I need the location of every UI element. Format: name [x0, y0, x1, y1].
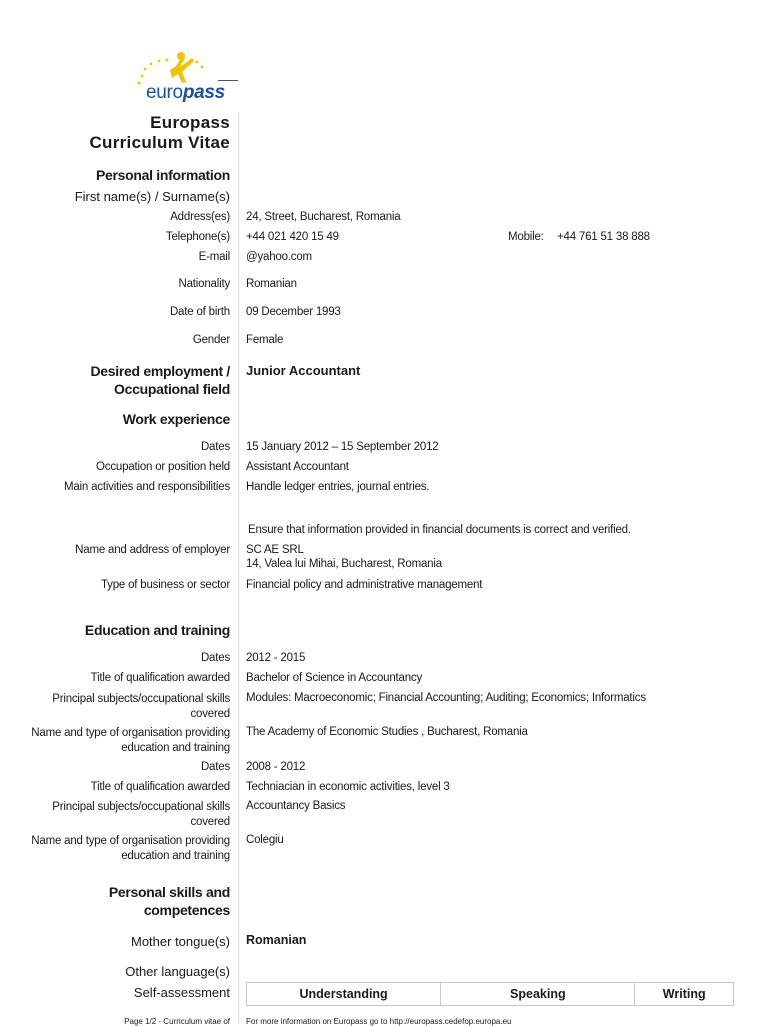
employer-address: 14, Valea lui Mihai, Bucharest, Romania: [246, 558, 442, 570]
edu-subjects-label: Principal subjects/occupational skills covered: [52, 693, 230, 720]
table-header-understanding: Understanding: [247, 983, 441, 1005]
activity-item: Ensure that information provided in financial documents is correct and verified.: [248, 524, 631, 536]
nationality-value: Romanian: [246, 278, 297, 290]
activities-label: Main activities and responsibilities: [63, 481, 230, 493]
work-dates-label: Dates: [200, 441, 230, 453]
edu-dates-value: 2008 - 2012: [246, 761, 306, 773]
column-divider: [238, 112, 239, 1024]
edu-qual-value: Techniacian in economic activities, level 3: [246, 781, 450, 793]
edu-org-label: Name and type of organisation providing education and training: [31, 727, 230, 754]
mother-tongue-label: Mother tongue(s): [131, 934, 230, 949]
table-header-speaking: Speaking: [441, 983, 635, 1005]
footer-page-info: Page 1/2 - Curriculum vitae of: [124, 1017, 230, 1026]
personal-info-heading: Personal information: [95, 167, 230, 183]
address-label: Address(es): [170, 211, 230, 223]
edu-qual-label: Title of qualification awarded: [90, 781, 230, 793]
self-assessment-label: Self-assessment: [133, 985, 230, 1000]
work-experience-heading: Work experience: [122, 411, 230, 427]
business-value: Financial policy and administrative management: [246, 579, 483, 591]
gender-label: Gender: [192, 334, 230, 346]
dob-label: Date of birth: [169, 306, 230, 318]
desired-employment-value: Junior Accountant: [246, 363, 361, 378]
edu-subjects-value: Modules: Macroeconomic; Financial Accounting; Auditing; Economics; Informatics: [246, 692, 646, 704]
work-dates-value: 15 January 2012 – 15 September 2012: [246, 441, 439, 453]
edu-dates-value: 2012 - 2015: [246, 652, 306, 664]
dob-value: 09 December 1993: [246, 306, 341, 318]
name-label: First name(s) / Surname(s): [74, 189, 230, 204]
table-header-writing: Writing: [662, 987, 706, 1001]
employer-name: SC AE SRL: [246, 544, 304, 556]
europass-wordmark: europass: [146, 82, 225, 103]
cv-title-line1: Europass: [150, 113, 230, 132]
mother-tongue-value: Romanian: [246, 933, 307, 947]
address-value: 24, Street, Bucharest, Romania: [246, 211, 401, 223]
telephone-label: Telephone(s): [165, 231, 230, 243]
edu-qual-value: Bachelor of Science in Accountancy: [246, 672, 423, 684]
cv-title-line2: Curriculum Vitae: [89, 133, 230, 152]
europass-logo: [130, 52, 242, 110]
business-label: Type of business or sector: [100, 579, 230, 591]
mobile-value: +44 761 51 38 888: [557, 231, 650, 243]
self-assessment-table: [246, 982, 734, 1006]
edu-org-value: The Academy of Economic Studies , Bucharest, Romania: [246, 726, 528, 738]
edu-dates-label: Dates: [200, 652, 230, 664]
education-heading: Education and training: [84, 622, 230, 638]
edu-subjects-label: Principal subjects/occupational skills covered: [52, 801, 230, 828]
footer-europass-link[interactable]: For more information on Europass go to http://europass.cedefop.europa.eu: [246, 1017, 512, 1026]
edu-dates-label: Dates: [200, 761, 230, 773]
email-value[interactable]: @yahoo.com: [246, 251, 312, 263]
edu-org-label: Name and type of organisation providing education and training: [31, 835, 230, 862]
edu-subjects-value: Accountancy Basics: [246, 800, 346, 812]
email-label: E-mail: [198, 251, 230, 263]
occupation-label: Occupation or position held: [96, 461, 230, 473]
other-language-label: Other language(s): [125, 964, 230, 979]
gender-value: Female: [246, 334, 284, 346]
logo-rule: [218, 80, 238, 81]
nationality-label: Nationality: [178, 278, 230, 290]
edu-org-value: Colegiu: [246, 834, 284, 846]
edu-qual-label: Title of qualification awarded: [90, 672, 230, 684]
occupation-value: Assistant Accountant: [246, 461, 349, 473]
employer-label: Name and address of employer: [75, 544, 230, 556]
desired-employment-heading: Desired employment / Occupational field: [90, 363, 230, 397]
activity-item: Handle ledger entries, journal entries.: [246, 481, 430, 493]
mobile-label: Mobile:: [508, 231, 544, 243]
telephone-value: +44 021 420 15 49: [246, 231, 339, 243]
personal-skills-heading: Personal skills and competences: [108, 884, 230, 918]
